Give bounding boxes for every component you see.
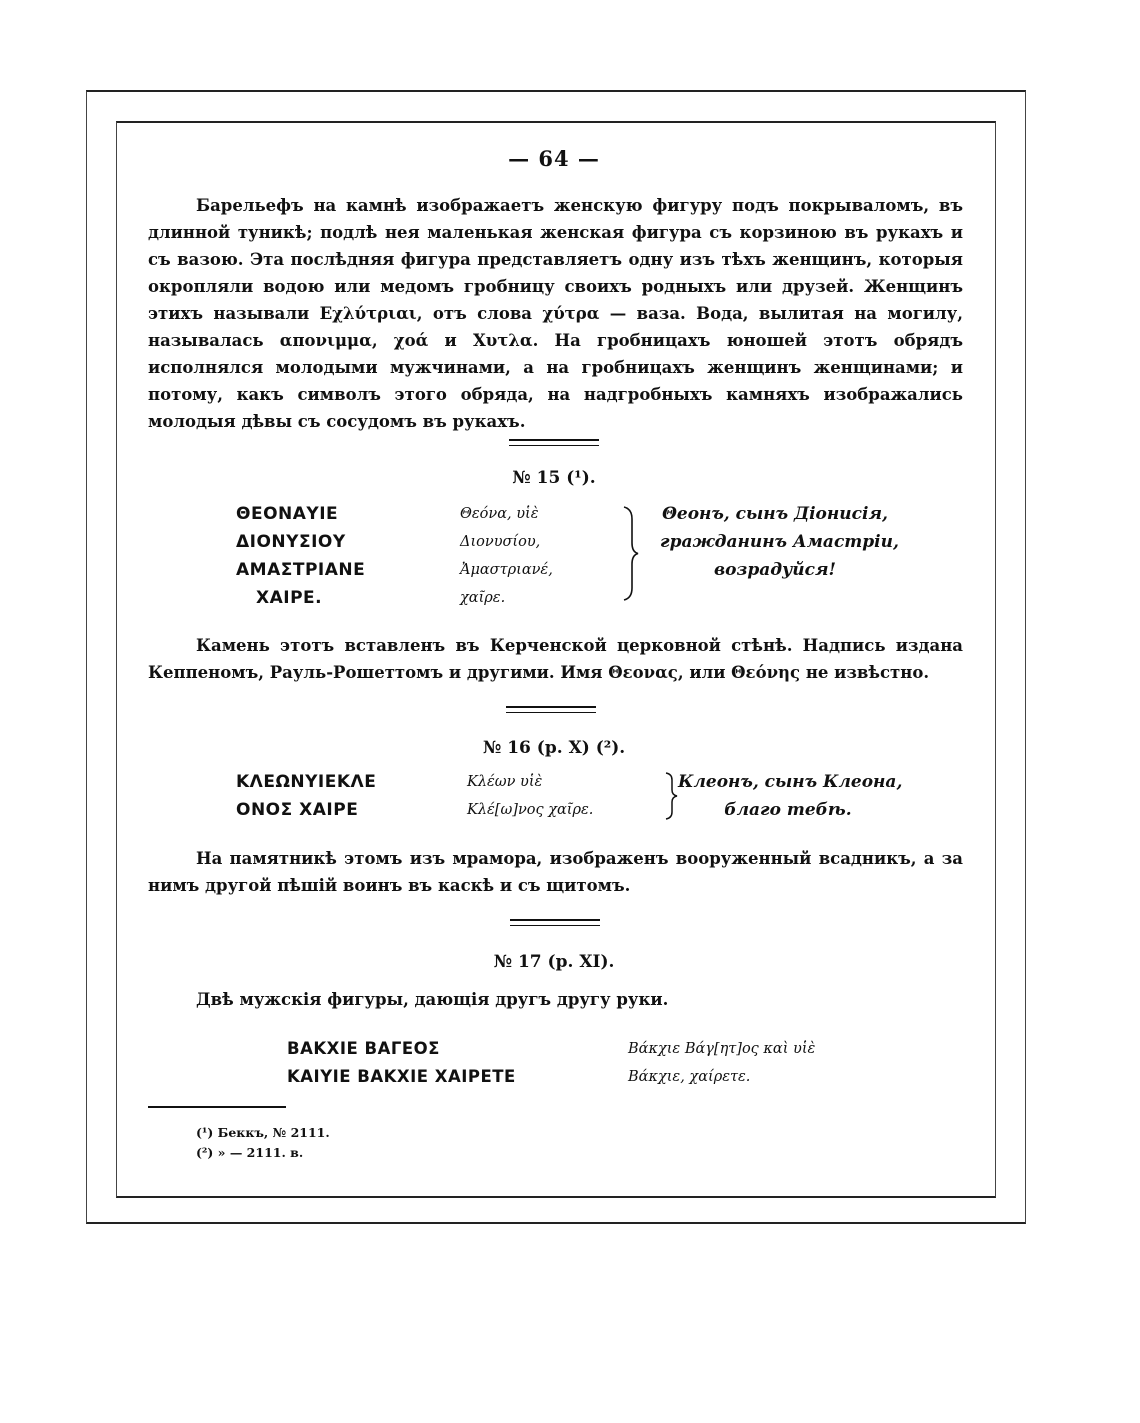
translation-line: благо тебѣ. [724,800,852,820]
inscription-15-heading: № 15 (¹). [512,468,596,488]
paragraph-monument: На памятникѣ этомъ изъ мрамора, изображенъ вооруженный всадникъ, а за нимъ другой пѣшій воинъ въ каскѣ и съ щитомъ. [148,849,963,895]
inscription-15-translation [660,500,899,584]
inscription-15-uncial-text [236,500,365,612]
inscription-16-translation [678,768,903,824]
minuscule-line: Κλέων υἱὲ [467,774,543,790]
minuscule-line: Διονυσίου, [460,534,541,550]
section-divider [509,439,599,446]
brace-icon [620,505,640,602]
translation-line: возрадуйся! [714,560,836,580]
paragraph-two-figures: Двѣ мужскія фигуры, дающія другъ другу руки. [196,990,669,1009]
minuscule-line: χαῖρε. [460,590,506,606]
uncial-line: ΚΑΙΥΙΕ ΒΑΚΧΙΕ ΧΑΙΡΕΤΕ [287,1067,516,1086]
uncial-line: ΔΙΟΝΥΣΙΟΥ [236,532,346,552]
uncial-line: ΧΑΙΡΕ. [256,588,323,608]
footnote-separator [148,1106,286,1108]
inscription-16-heading: № 16 (р. X) (²). [482,738,626,758]
uncial-line: ΟΝΟΣ ΧΑΙΡΕ [236,800,359,820]
uncial-line: ΑΜΑΣΤΡΙΑΝΕ [236,560,366,580]
minuscule-line: Θεόνα, υἱὲ [460,506,539,522]
minuscule-line: Κλέ[ω]νος χαῖρε. [467,802,594,818]
minuscule-line: Βάκχιε Βάγ[ητ]ος καὶ υἱὲ [628,1041,816,1057]
inscription-17-heading: № 17 (р. XI). [493,952,615,972]
inscription-17-minuscule-text [628,1035,815,1091]
minuscule-line: Ἀμαστριανέ, [460,562,553,578]
brace-icon [663,771,679,821]
footnote: (¹) Беккъ, № 2111. [196,1125,330,1140]
inscription-16-minuscule-text [467,768,593,824]
translation-line: Θеонъ, сынъ Діонисія, [662,504,888,524]
translation-line: Клеонъ, сынъ Клеона, [678,772,903,792]
uncial-line: ΒΑΚΧΙΕ ΒΑΓΕΟΣ [287,1039,440,1058]
section-divider [510,919,600,926]
page-number: — 64 — [508,146,600,171]
paragraph-stone-location: Камень этотъ вставленъ въ Керченской церковной стѣнѣ. Надпись издана Кеппеномъ, Рауль-Рошеттомъ и другими. Имя Θεονας, или Θεόνης не извѣстно. [148,636,963,682]
paragraph-bas-relief: Барельефъ на камнѣ изображаетъ женскую фигуру подъ покрываломъ, въ длинной туникѣ; подлѣ нея маленькая женская фигура съ корзиною въ рукахъ и съ вазою. Эта послѣдняя фигура представляетъ одну изъ тѣхъ женщинъ, которыя окропляли водою или медомъ гробницу своихъ родныхъ или друзей. Женщинъ этихъ называли Εχλύτριαι, отъ слова χύτρα — ваза. Вода, вылитая на могилу, называлась απονιμμα, χοά и Χυτλα. На гробницахъ юношей этотъ обрядъ исполнялся молодыми мужчинами, а на гробницахъ женщинъ женщинами; и потому, какъ символъ этого обряда, на надгробныхъ камняхъ изображались молодыя дѣвы съ сосудомъ въ рукахъ. [148,196,963,431]
footnote: (²) » — 2111. в. [196,1145,304,1160]
uncial-line: ΚΛΕΩΝΥΙΕΚΛΕ [236,772,377,792]
inscription-16-uncial-text [236,768,376,824]
minuscule-line: Βάκχιε, χαίρετε. [628,1069,751,1085]
uncial-line: ΘΕΟΝΑΥΙΕ [236,504,339,524]
inscription-15-minuscule-text [460,500,553,612]
section-divider [506,706,596,713]
translation-line: гражданинъ Амастріи, [660,532,899,552]
footnotes [196,1123,330,1163]
inscription-17-uncial-text [287,1035,516,1091]
